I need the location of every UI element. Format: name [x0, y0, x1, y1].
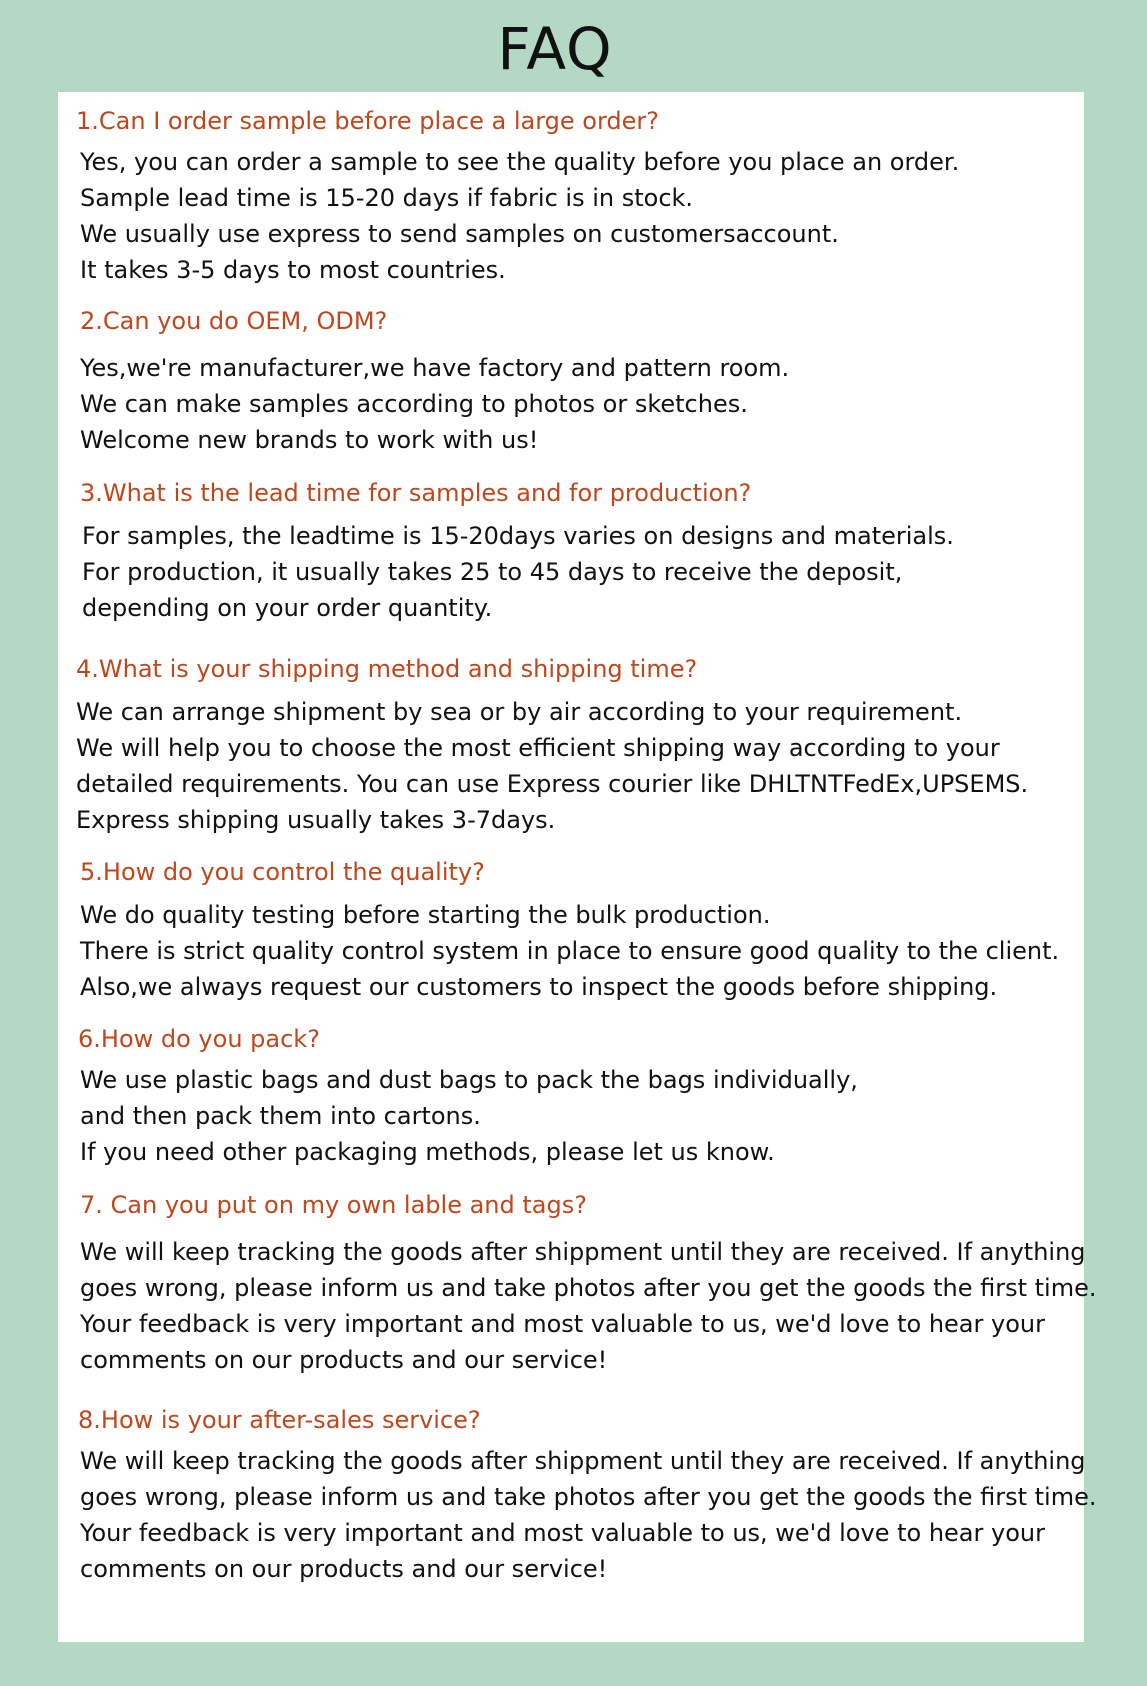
faq-answer: [80, 518, 1084, 626]
answer-line: We will keep tracking the goods after shippment until they are received. If anything: [80, 1238, 1086, 1266]
page-title: FAQ: [497, 15, 613, 83]
answer-line: Your feedback is very important and most valuable to us, we'd love to hear your: [80, 1519, 1045, 1547]
faq-item: [80, 1190, 1097, 1378]
answer-line: It takes 3-5 days to most countries.: [80, 256, 506, 284]
faq-item: [80, 306, 1084, 458]
faq-panel: [58, 92, 1097, 1642]
answer-line: There is strict quality control system in place to ensure good quality to the client.: [80, 937, 1060, 965]
answer-line: We can arrange shipment by sea or by air according to your requirement.: [76, 698, 963, 726]
faq-question: 3.What is the lead time for samples and for production?: [80, 479, 752, 507]
answer-line: For samples, the leadtime is 15-20days varies on designs and materials.: [82, 522, 954, 550]
answer-line: detailed requirements. You can use Express courier like DHLTNTFedEx,UPSEMS.: [76, 770, 1029, 798]
faq-question: 5.How do you control the quality?: [80, 858, 485, 886]
faq-answer: [80, 897, 1084, 1005]
answer-line: We can make samples according to photos or sketches.: [80, 390, 748, 418]
faq-item: [76, 654, 1084, 838]
faq-question: 8.How is your after-sales service?: [78, 1406, 481, 1434]
faq-question: 6.How do you pack?: [78, 1025, 320, 1053]
faq-item: [76, 106, 1084, 288]
answer-line: We use plastic bags and dust bags to pack the bags individually,: [80, 1066, 858, 1094]
answer-line: Your feedback is very important and most valuable to us, we'd love to hear your: [80, 1310, 1045, 1338]
answer-line: Yes,we're manufacturer,we have factory and pattern room.: [80, 354, 790, 382]
answer-line: comments on our products and our service!: [80, 1555, 608, 1583]
faq-question: 2.Can you do OEM, ODM?: [80, 307, 388, 335]
faq-answer: [78, 1443, 1097, 1587]
answer-line: We will keep tracking the goods after shippment until they are received. If anything: [80, 1447, 1086, 1475]
answer-line: We will help you to choose the most efficient shipping way according to your: [76, 734, 1000, 762]
faq-item: [78, 1405, 1097, 1587]
answer-line: depending on your order quantity.: [82, 594, 493, 622]
faq-answer: [80, 350, 1084, 458]
answer-line: Also,we always request our customers to inspect the goods before shipping.: [80, 973, 998, 1001]
answer-line: We usually use express to send samples on customersaccount.: [80, 220, 839, 248]
answer-line: Express shipping usually takes 3-7days.: [76, 806, 556, 834]
answer-line: If you need other packaging methods, please let us know.: [80, 1138, 775, 1166]
faq-item: [80, 857, 1084, 1005]
faq-question: 1.Can I order sample before place a large order?: [76, 107, 660, 135]
faq-item: [80, 478, 1084, 626]
answer-line: Sample lead time is 15-20 days if fabric is in stock.: [80, 184, 694, 212]
answer-line: Welcome new brands to work with us!: [80, 426, 539, 454]
faq-item: [78, 1024, 1084, 1170]
answer-line: Yes, you can order a sample to see the quality before you place an order.: [80, 148, 960, 176]
answer-line: goes wrong, please inform us and take photos after you get the goods the first time.: [80, 1274, 1097, 1302]
faq-answer: [76, 144, 1084, 288]
answer-line: goes wrong, please inform us and take photos after you get the goods the first time.: [80, 1483, 1097, 1511]
answer-line: comments on our products and our service!: [80, 1346, 608, 1374]
faq-question: 4.What is your shipping method and shipping time?: [76, 655, 698, 683]
answer-line: We do quality testing before starting the bulk production.: [80, 901, 771, 929]
faq-answer: [76, 694, 1084, 838]
faq-answer: [80, 1234, 1097, 1378]
answer-line: For production, it usually takes 25 to 45 days to receive the deposit,: [82, 558, 903, 586]
faq-question: 7. Can you put on my own lable and tags?: [80, 1191, 587, 1219]
answer-line: and then pack them into cartons.: [80, 1102, 481, 1130]
faq-answer: [78, 1062, 1084, 1170]
